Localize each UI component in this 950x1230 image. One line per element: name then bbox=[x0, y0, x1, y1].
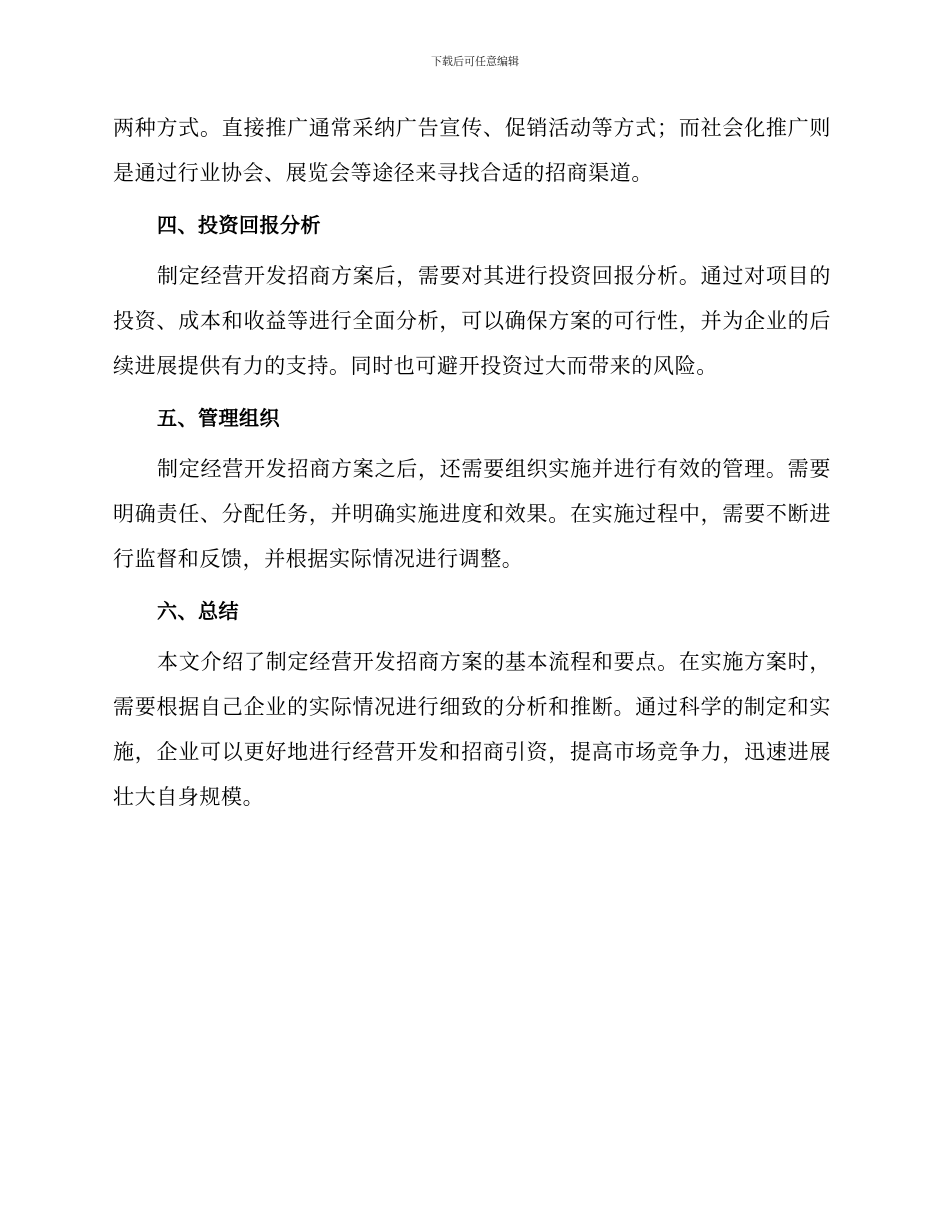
section-heading-management: 五、管理组织 bbox=[157, 406, 280, 430]
paragraph-summary: 本文介绍了制定经营开发招商方案的基本流程和要点。在实施方案时，需要根据自己企业的实际情况进行细致的分析和推断。通过科学的制定和实施，企业可以更好地进行经营开发和招商引资，提高市场竞争力，迅速进展壮大自身规模。 bbox=[113, 650, 831, 809]
continued-paragraph: 两种方式。直接推广通常采纳广告宣传、促销活动等方式；而社会化推广则是通过行业协会、展览会等途径来寻找合适的招商渠道。 bbox=[113, 116, 831, 185]
section-heading-investment-return: 四、投资回报分析 bbox=[157, 213, 321, 237]
paragraph-investment-return: 制定经营开发招商方案后，需要对其进行投资回报分析。通过对项目的投资、成本和收益等进行全面分析，可以确保方案的可行性，并为企业的后续进展提供有力的支持。同时也可避开投资过大而带来的风险。 bbox=[113, 264, 831, 378]
paragraph-management: 制定经营开发招商方案之后，还需要组织实施并进行有效的管理。需要明确责任、分配任务，并明确实施进度和效果。在实施过程中，需要不断进行监督和反馈，并根据实际情况进行调整。 bbox=[113, 457, 831, 571]
document-body bbox=[113, 106, 831, 820]
section-heading-summary: 六、总结 bbox=[157, 599, 239, 623]
page-header: 下载后可任意编辑 bbox=[431, 55, 519, 68]
